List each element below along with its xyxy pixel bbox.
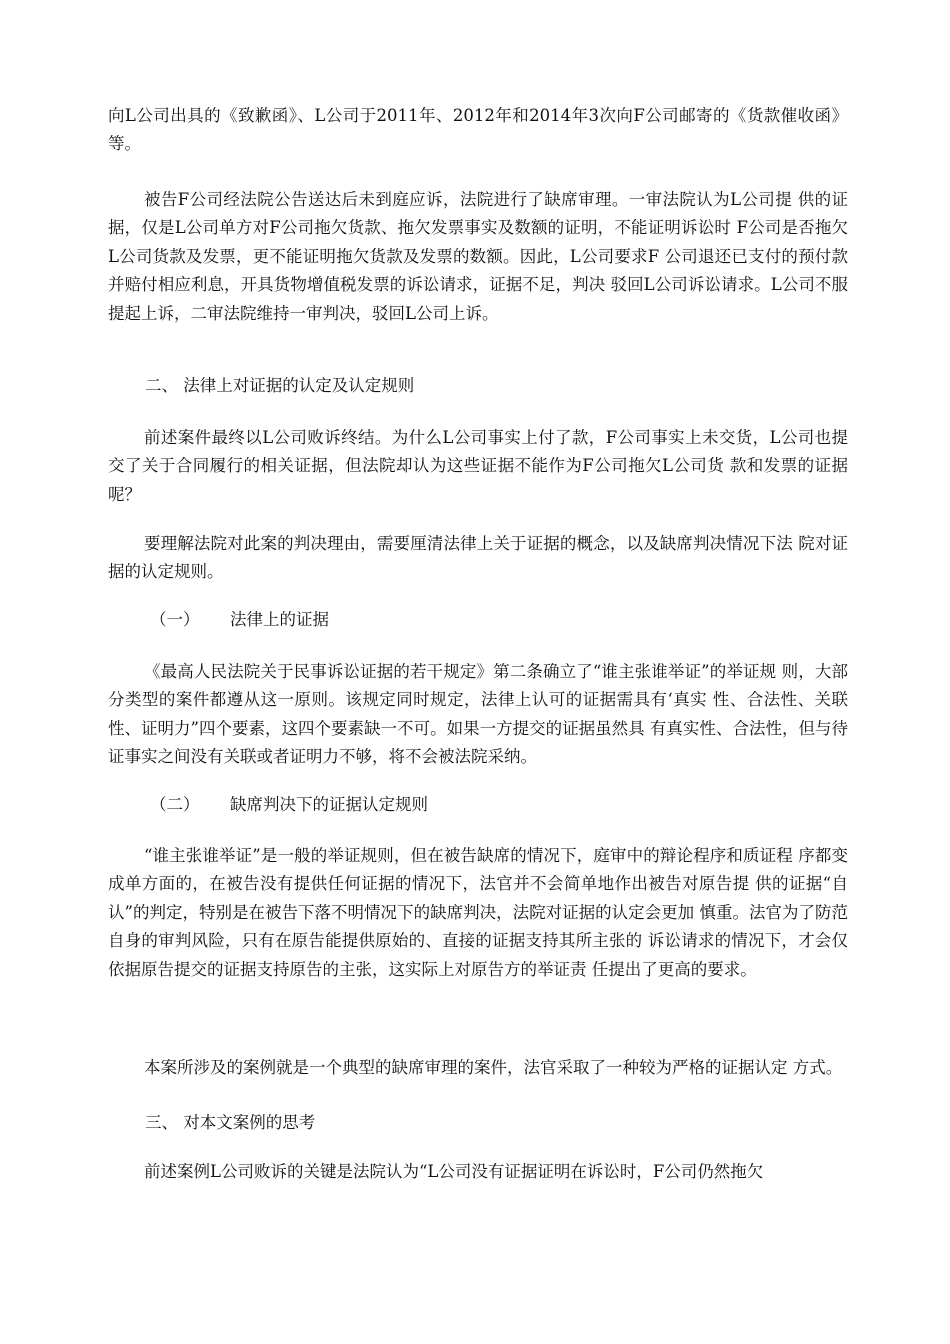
paragraph-legal-evidence: 《最高人民法院关于民事诉讼证据的若干规定》第二条确立了“谁主张谁举证”的举证规 则，大部分类型的案件都遵从这一原则。该规定同时规定，法律上认可的证据需具有‘真实 性、合法性、关联性、证明力”四个要素，这四个要素缺一不可。如果一方提交的证据虽然具 有真实性、合法性，但与待证事实之间没有关联或者证明力不够，将不会被法院采纳。 xyxy=(108,662,848,767)
subsection-number-2: （二） xyxy=(150,795,200,814)
section-heading-3: 三、 对本文案例的思考 xyxy=(145,1113,316,1132)
subsection-heading-1 xyxy=(150,606,329,634)
paragraph-judgment-reason: 要理解法院对此案的判决理由，需要厘清法律上关于证据的概念，以及缺席判决情况下法 院对证据的认定规则。 xyxy=(108,534,848,582)
paragraph-case-typical: 本案所涉及的案例就是一个典型的缺席审理的案件，法官采取了一种较为严格的证据认定 方式。 xyxy=(144,1058,843,1077)
section-heading-2: 二、 法律上对证据的认定及认定规则 xyxy=(145,376,415,395)
subsection-title-1: 法律上的证据 xyxy=(230,610,329,629)
subsection-heading-2 xyxy=(150,791,428,819)
paragraph-intro-continuation: 向L公司出具的《致歉函》、L公司于2011年、2012年和2014年3次向F公司邮寄的《货款催收函》等。 xyxy=(108,106,848,154)
paragraph-reflection: 前述案例L公司败诉的关键是法院认为“L公司没有证据证明在诉讼时，F公司仍然拖欠 xyxy=(144,1162,764,1181)
paragraph-case-outcome: 前述案件最终以L公司败诉终结。为什么L公司事实上付了款，F公司事实上未交货，L公司也提交了关于合同履行的相关证据，但法院却认为这些证据不能作为F公司拖欠L公司货 款和发票的证据呢？ xyxy=(108,428,848,504)
subsection-number-1: （一） xyxy=(150,610,200,629)
subsection-title-2: 缺席判决下的证据认定规则 xyxy=(230,795,428,814)
paragraph-default-judgment-rules: “谁主张谁举证”是一般的举证规则，但在被告缺席的情况下，庭审中的辩论程序和质证程 序都变成单方面的，在被告没有提供任何证据的情况下，法官并不会简单地作出被告对原告提 供的证据“自认”的判定，特别是在被告下落不明情况下的缺席判决，法院对证据的认定会更加 慎重。法官为了防范自身的审判风险，只有在原告能提供原始的、直接的证据支持其所主张的 诉讼请求的情况下，才会仅依据原告提交的证据支持原告的主张，这实际上对原告方的举证责 任提出了更高的要求。 xyxy=(108,846,848,979)
paragraph-case-trial: 被告F公司经法院公告送达后未到庭应诉，法院进行了缺席审理。一审法院认为L公司提 供的证据，仅是L公司单方对F公司拖欠货款、拖欠发票事实及数额的证明，不能证明诉讼时 F公司是否拖欠L公司货款及发票，更不能证明拖欠货款及发票的数额。因此，L公司要求F 公司退还已支付的预付款并赔付相应利息，开具货物增值税发票的诉讼请求，证据不足，判决 驳回L公司诉讼请求。L公司不服提起上诉，二审法院维持一审判决，驳回L公司上诉。 xyxy=(108,190,848,323)
